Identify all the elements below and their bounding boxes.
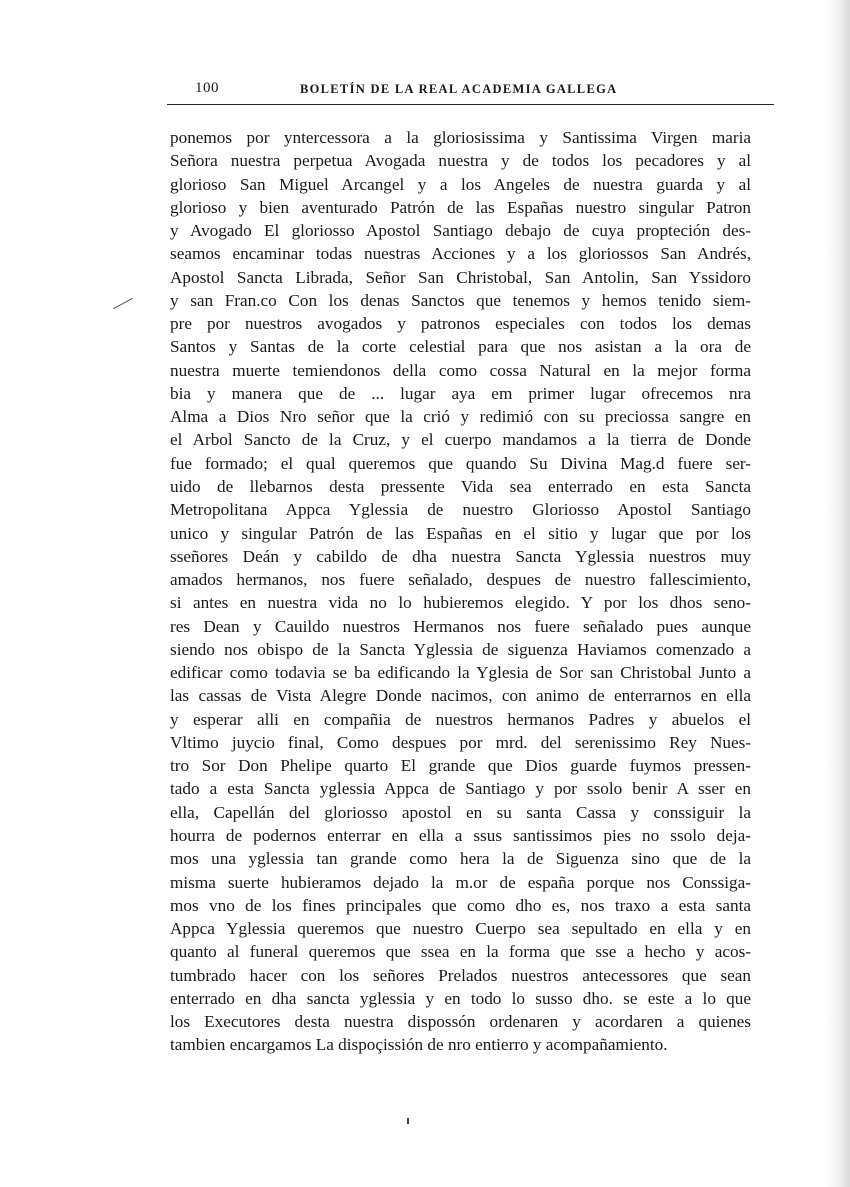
text-line: unico y singular Patrón de las Españas en el sitio y lugar que por los xyxy=(170,523,751,543)
running-title: BOLETÍN DE LA REAL ACADEMIA GALLEGA xyxy=(300,82,618,96)
text-line: tro Sor Don Phelipe quarto El grande que Dios guarde fuymos pressen- xyxy=(170,756,751,776)
text-line: mos vno de los fines principales que como dho es, nos traxo a esta santa xyxy=(170,895,751,915)
text-line: fue formado; el qual queremos que quando Su Divina Mag.d fuere ser- xyxy=(170,453,751,473)
text-line: seamos encaminar todas nuestras Acciones y a los gloriossos San Andrés, xyxy=(170,244,751,264)
text-line: uido de llebarnos desta pressente Vida sea enterrado en esta Sancta xyxy=(170,476,751,496)
text-line: mos una yglessia tan grande como hera la de Siguenza sino que de la xyxy=(170,849,751,869)
text-line: Alma a Dios Nro señor que la crió y redimió con su preciossa sangre en xyxy=(170,407,751,427)
page-number: 100 xyxy=(195,80,219,96)
text-line: siendo nos obispo de la Sancta Yglessia de siguenza Haviamos comenzado a xyxy=(170,639,751,659)
header-rule xyxy=(167,104,774,105)
footer-ink-mark xyxy=(407,1118,409,1124)
text-line: el Arbol Sancto de la Cruz, y el cuerpo mandamos a la tierra de Donde xyxy=(170,430,751,450)
text-line: sseñores Deán y cabildo de dha nuestra Sancta Yglessia nuestros muy xyxy=(170,546,751,566)
text-line: Vltimo juycio final, Como despues por mrd. del serenissimo Rey Nues- xyxy=(170,732,751,752)
text-line: ella, Capellán del gloriosso apostol en su santa Cassa y conssiguir la xyxy=(170,802,751,822)
text-line: y esperar alli en compañia de nuestros hermanos Padres y abuelos el xyxy=(170,709,751,729)
text-line: tado a esta Sancta yglessia Appca de Santiago y por ssolo benir A sser en xyxy=(170,779,751,799)
text-line: Señora nuestra perpetua Avogada nuestra y de todos los pecadores y al xyxy=(170,151,751,171)
text-line: nuestra muerte temiendonos della como cossa Natural en la mejor forma xyxy=(170,360,751,380)
text-line: Apostol Sancta Librada, Señor San Christobal, San Antolin, San Yssidoro xyxy=(170,267,751,287)
text-line: bia y manera que de ... lugar aya em primer lugar ofrecemos nra xyxy=(170,383,751,403)
text-line: edificar como todavia se ba edificando la Yglesia de Sor san Christobal Junto a xyxy=(170,663,751,683)
text-line: misma suerte hubieramos dejado la m.or de españa porque nos Conssiga- xyxy=(170,872,751,892)
text-line: glorioso y bien aventurado Patrón de las Españas nuestro singular Patron xyxy=(170,197,751,217)
text-line: los Executores desta nuestra dispossón ordenaren y acordaren a quienes xyxy=(170,1012,751,1032)
page-header xyxy=(193,78,773,100)
text-line: enterrado en dha sancta yglessia y en todo lo susso dho. se este a lo que xyxy=(170,988,751,1008)
margin-pencil-mark xyxy=(113,298,133,309)
text-line: pre por nuestros avogados y patronos especiales con todos los demas xyxy=(170,314,751,334)
text-line: Santos y Santas de la corte celestial para que nos asistan a la ora de xyxy=(170,337,751,357)
text-line: las cassas de Vista Alegre Donde nacimos, con animo de enterrarnos en ella xyxy=(170,686,751,706)
text-line: si antes en nuestra vida no lo hubieremos elegido. Y por los dhos seno- xyxy=(170,593,751,613)
text-line: hourra de podernos enterrar en ella a ssus santissimos pies no ssolo deja- xyxy=(170,825,751,845)
text-line: glorioso San Miguel Arcangel y a los Angeles de nuestra guarda y al xyxy=(170,174,751,194)
text-line: tambien encargamos La dispoçissión de nro entierro y acompañamiento. xyxy=(170,1035,668,1055)
text-line: tumbrado hacer con los señores Prelados nuestros antecessores que sean xyxy=(170,965,751,985)
body-text xyxy=(170,126,751,1057)
text-line: Appca Yglessia queremos que nuestro Cuerpo sea sepultado en ella y en xyxy=(170,919,751,939)
text-line: Metropolitana Appca Yglessia de nuestro Gloriosso Apostol Santiago xyxy=(170,500,751,520)
scan-page-edge xyxy=(824,0,850,1187)
text-line: quanto al funeral queremos que ssea en la forma que sse a hecho y acos- xyxy=(170,942,751,962)
text-line: ponemos por yntercessora a la gloriosissima y Santissima Virgen maria xyxy=(170,128,751,147)
text-line: amados hermanos, nos fuere señalado, despues de nuestro fallescimiento, xyxy=(170,570,751,590)
text-line: y Avogado El gloriosso Apostol Santiago debajo de cuya propteción des- xyxy=(170,221,751,241)
text-line: res Dean y Cauildo nuestros Hermanos nos fuere señalado pues aunque xyxy=(170,616,751,636)
text-line: y san Fran.co Con los denas Sanctos que tenemos y hemos tenido siem- xyxy=(170,290,751,310)
